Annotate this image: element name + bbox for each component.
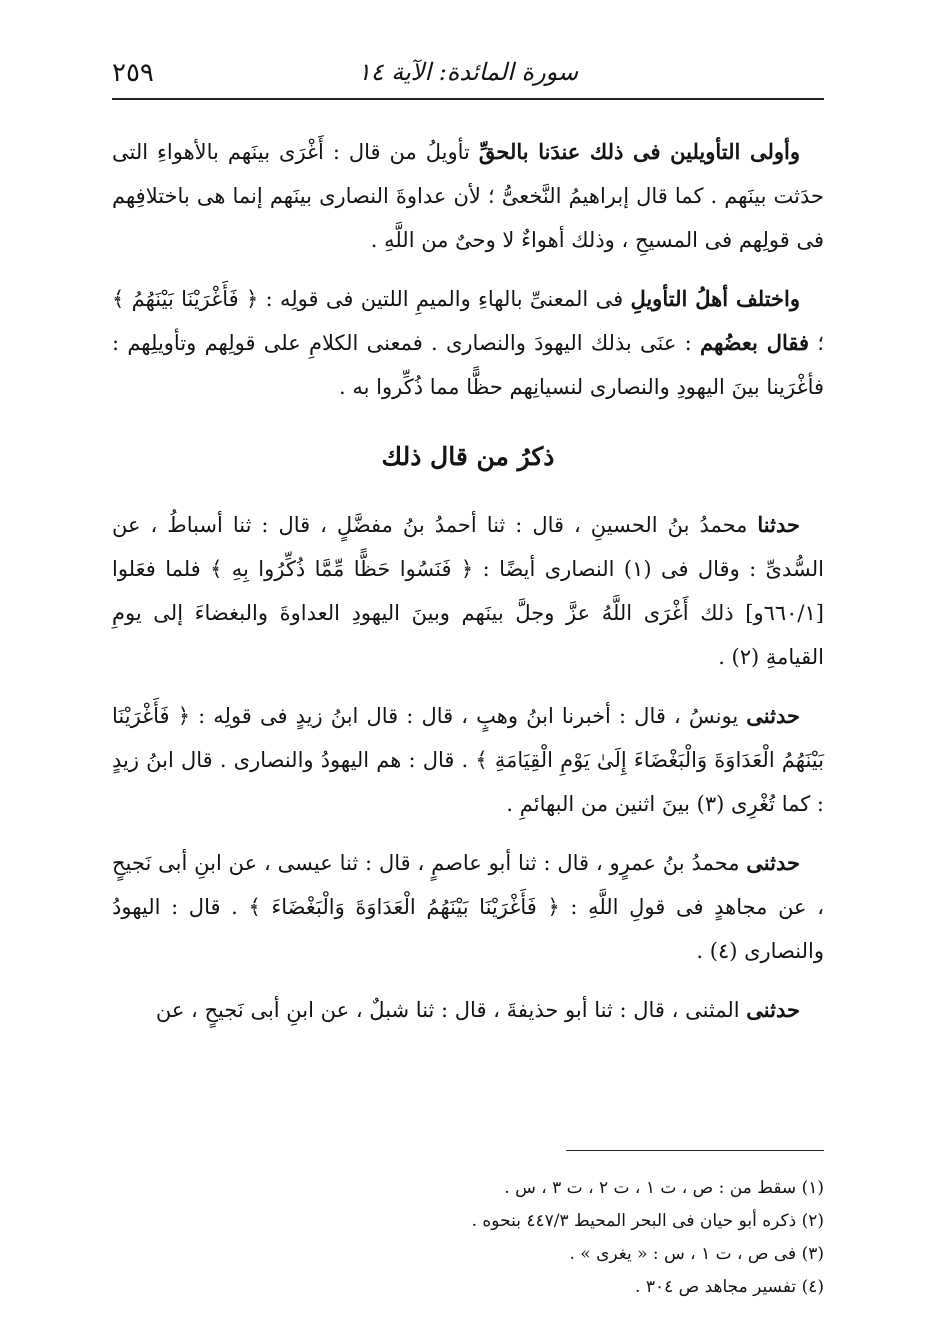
- paragraph-text: : عنَى بذلك اليهودَ والنصارى . فمعنى الكلامِ على قولِهم وتأويلِهم : فأغْرَينا بينَ اليهودِ والنصارى لنسيانِهم حظًّا مما ذُكِّروا به .: [112, 331, 824, 399]
- footnote: (٢) ذكره أبو حيان فى البحر المحيط ٤٤٧/٣ بنحوه .: [471, 1211, 824, 1231]
- footnote: (٤) تفسير مجاهد ص ٣٠٤ .: [635, 1277, 824, 1297]
- narration-lead: حدثنى: [746, 997, 800, 1022]
- main-text: [112, 130, 824, 1047]
- hadith-narration: [112, 694, 824, 826]
- footnote-divider: [566, 1150, 824, 1151]
- narration-lead: حدثنى: [746, 703, 800, 728]
- narration-text: محمدُ بنُ الحسينِ ، قال : ثنا أحمدُ بنُ مفضَّلٍ ، قال : ثنا أسباطُ ، عن السُّدىِّ : وقال فى (١) النصارى أيضًا : ﴿ فَنَسُوا حَظًّا مِّمَّا ذُكِّرُوا بِهِ ﴾ فلما فعَلوا [٦٦٠/١و] ذلك أَغْرَى اللَّهُ عزَّ وجلَّ بينَهم وبينَ اليهودِ العداوةَ والبغضاءَ إلى يومِ القيامةِ (٢) .: [112, 513, 824, 669]
- footnote: (٣) فى ص ، ت ١ ، س : « يغرى » .: [569, 1244, 824, 1264]
- paragraph-text: تأويلُ من قال : أَغْرَى بينَهم بالأهواءِ التى حدَثت بينَهم . كما قال إبراهيمُ النَّخعىُّ ؛ لأن عداوةَ النصارى بينَهم إنما هى باختلافِهم فى قولِهم فى المسيحِ ، وذلك أهواءٌ لا وحىٌ من اللَّهِ .: [112, 140, 824, 252]
- narration-text: يونسُ ، قال : أخبرنا ابنُ وهبٍ ، قال : قال ابنُ زيدٍ فى قولِه : ﴿ فَأَغْرَيْنَا بَيْنَهُمُ الْعَدَاوَةَ وَالْبَغْضَاءَ إِلَىٰ يَوْمِ الْقِيَامَةِ ﴾ . قال : هم اليهودُ والنصارى . قال ابنُ زيدٍ : كما تُغْرِى (٣) بينَ اثنين من البهائمِ .: [112, 704, 824, 816]
- hadith-narration: [112, 503, 824, 679]
- hadith-narration: [112, 988, 824, 1032]
- hadith-narration: [112, 841, 824, 973]
- section-heading: ذكرُ من قال ذلك: [381, 442, 555, 471]
- paragraph-text: فى المعنىِّ بالهاءِ والميمِ اللتين فى قولِه : ﴿ فَأَغْرَيْنَا بَيْنَهُمُ ﴾ ؛: [112, 287, 824, 355]
- narration-text: محمدُ بنُ عمرٍو ، قال : ثنا أبو عاصمٍ ، قال : ثنا عيسى ، عن ابنِ أبى نَجيحٍ ، عن مجاهدٍ فى قولِ اللَّهِ : ﴿ فَأَغْرَيْنَا بَيْنَهُمُ الْعَدَاوَةَ وَالْبَغْضَاءَ ﴾ . قال : اليهودُ والنصارى (٤) .: [112, 851, 824, 963]
- paragraph-preferred-interpretation: [112, 130, 824, 262]
- page-number: ٢٥٩: [112, 58, 154, 88]
- paragraph-interpretation-dispute: [112, 277, 824, 409]
- footnotes: [112, 1172, 824, 1304]
- header-divider: [112, 98, 824, 100]
- narration-lead: حدثنا: [757, 512, 800, 537]
- footnote: (١) سقط من : ص ، ت ١ ، ت ٢ ، ت ٣ ، س .: [504, 1178, 824, 1198]
- running-title: سورة المائدة: الآية ١٤: [357, 58, 579, 86]
- narration-lead: حدثنى: [746, 850, 800, 875]
- narration-text: المثنى ، قال : ثنا أبو حذيفةَ ، قال : ثنا شبلٌ ، عن ابنِ أبى نَجيحٍ ، عن: [155, 998, 747, 1022]
- paragraph-lead: وأولى التأويلين فى ذلك عندَنا بالحقِّ: [478, 139, 801, 164]
- paragraph-lead: واختلف أهلُ التأويلِ: [630, 286, 800, 311]
- paragraph-lead-secondary: فقال بعضُهم: [700, 330, 810, 355]
- page-header: [112, 52, 824, 96]
